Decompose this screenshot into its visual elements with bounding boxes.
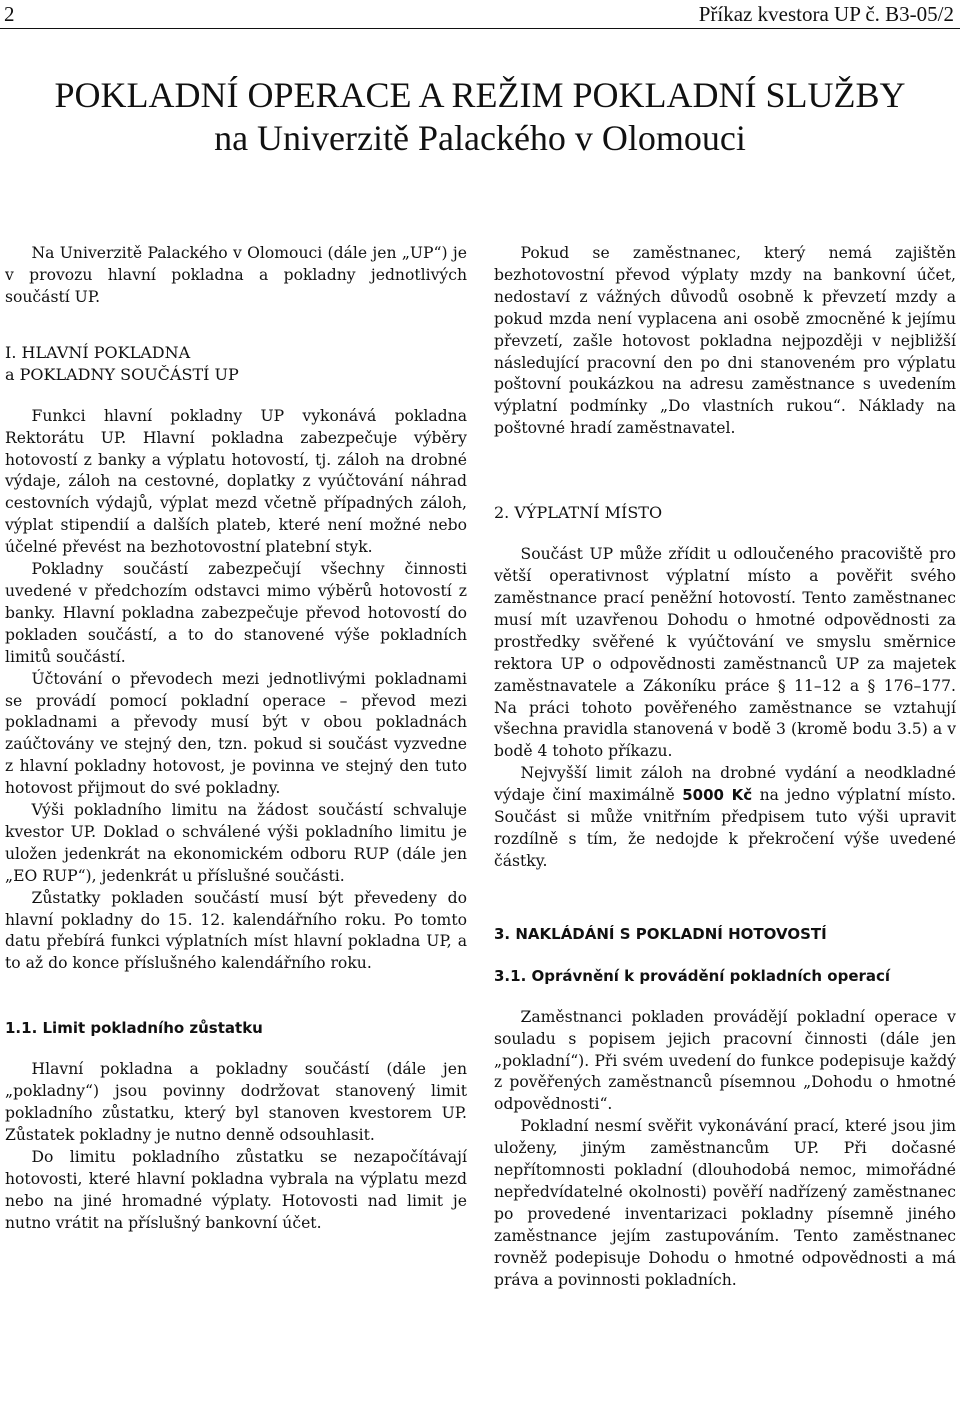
paragraph [494,763,956,873]
limit-amount: 5000 Kč [682,786,753,805]
running-header [4,2,954,26]
paragraph: Zaměstnanci pokladen provádějí pokladní operace v souladu s popisem jejich pracovní činnosti (dále jen „pokladní“). Při svém uvedení do funkce podepisuje každý z pověřených zaměstnanců písemnou „Dohodu o hmotné odpovědnosti“. [494,1007,956,1114]
paragraph: Účtování o převodech mezi jednotlivými pokladnami se provádí pomocí pokladní operace – převod mezi pokladnami a převody musí být v obou pokladnách zaúčtovány ve stejný den, tzn. pokud si součást vyzvedne z hlavní pokladny hotovost, je povinna ve stejný den tuto hotovost přijmout do své pokladny. [5,669,467,798]
intro-paragraph: Na Univerzitě Palackého v Olomouci (dále jen „UP“) je v provozu hlavní pokladna a pokladny jednotlivých součástí UP. [5,244,467,306]
paragraph: Funkci hlavní pokladny UP vykonává pokladna Rektorátu UP. Hlavní pokladna zabezpečuje výběry hotovostí z banky a výplatu hotovostí, tj. záloh na drobné výdaje, záloh na cestovné, doplatky z vyúčtování náhrad cestovních výdajů, výplat mezd včetně případných záloh, výplat stipendií a dalších plateb, které není možné nebo účelné převést na bezhotovostní platební styk. [5,406,467,557]
paragraph: Pokladny součástí zabezpečují všechny činnosti uvedené v předchozím odstavci mimo výběrů hotovostí z banky. Hlavní pokladna zabezpečuje převod hotovostí do pokladen součástí, a to do stanovené výše pokladních limitů součástí. [5,560,467,666]
paragraph: Výši pokladního limitu na žádost součástí schvaluje kvestor UP. Doklad o schválené výši pokladního limitu je uložen jedenkrát na ekonomickém odboru RUP (dále jen „EO RUP“), jedenkrát u příslušné součásti. [5,801,467,885]
section-3-heading: 3. NAKLÁDÁNÍ S POKLADNÍ HOTOVOSTÍ [494,924,827,943]
paragraph-text: na jedno výplatní místo. Součást si může vnitřním předpisem tuto výši upravit rozdílně s tím, že nedojde k překročení výše uvedené částky. [494,786,956,870]
section-1-heading-line2: a POKLADNY SOUČÁSTÍ UP [5,364,239,384]
paragraph: Hlavní pokladna a pokladny součástí (dále jen „pokladny“) jsou povinny dodržovat stanovený limit pokladního zůstatku, který byl stanoven kvestorem UP. Zůstatek pokladny je nutno denně odsouhlasit. [5,1060,467,1144]
left-column [5,243,467,1235]
section-2-heading: 2. VÝPLATNÍ MÍSTO [494,503,663,523]
paragraph: Součást UP může zřídit u odloučeného pracoviště pro větší operativnost výplatní místo a pověřit svého zaměstnance prací peněžní hotovostí. Tento zaměstnanec musí mít uzavřenou Dohodu o hmotné odpovědnosti za prostředky svěřené k vyúčtování ve smyslu směrnice rektora UP o odpovědnosti zaměstnanců UP za majetek zaměstnavatele a Zákoníku práce § 11–12 a § 176–177. Na práci tohoto pověřeného zaměstnance se vztahují všechna pravidla stanovená v bodě 3 (kromě bodu 3.5) a v bodě 4 tohoto příkazu. [494,545,956,761]
paragraph: Pokud se zaměstnanec, který nemá zajištěn bezhotovostní převod výplaty mzdy na bankovní účet, nedostaví z vážných důvodů osobně k převzetí mzdy a pokud mzda není vyplacena ani osobě zmocněné k jejímu převzetí, zašle hotovost pokladna nejpozději v nejbližší následující pracovní den po dni stanoveném pro výplatu poštovní poukázkou na adresu zaměstnance s uvedením výplatní podmínky „Do vlastních rukou“. Náklady na poštovné hradí zaměstnavatel. [494,244,956,438]
paragraph: Zůstatky pokladen součástí musí být převedeny do hlavní pokladny do 15. 12. kalendářního roku. Po tomto datu přebírá funkci výplatních míst hlavní pokladna UP, a to až do konce příslušného kalendářního roku. [5,888,467,973]
section-3-1-heading: 3.1. Oprávnění k provádění pokladních operací [494,966,891,985]
document-title-line2: na Univerzitě Palackého v Olomouci [214,118,746,158]
paragraph: Pokladní nesmí svěřit vykonávání prací, které jsou jim uloženy, jiným zaměstnancům UP. Při dočasné nepřítomnosti pokladní (dlouhodobá nemoc, mimořádné nepředvídatelné okolnosti) pověří nadřízený zaměstnanec po provedené inventarizaci pokladny písemně jiného zaměstnance jejím zastupováním. Tento zaměstnanec rovněž podepisuje Dohodu o hmotné odpovědnosti a má práva a povinnosti pokladních. [494,1117,956,1289]
section-1-heading-line1: I. HLAVNÍ POKLADNA [5,342,191,362]
paragraph-text: Nejvyšší limit záloh na drobné vydání a neodkladné výdaje činí maximálně [494,764,956,805]
header-rule [0,28,960,29]
document-title-line1: POKLADNÍ OPERACE A REŽIM POKLADNÍ SLUŽBY [54,75,906,115]
right-column [494,243,956,1292]
paragraph: Do limitu pokladního zůstatku se nezapočítávají hotovosti, které hlavní pokladna vybrala na výplatu mezd nebo na jiné hromadné výplaty. Hotovosti nad limit je nutno vrátit na příslušný bankovní účet. [5,1147,467,1232]
page-number: 2 [4,2,15,26]
running-title: Příkaz kvestora UP č. B3-05/2 [698,2,954,26]
section-1-1-heading: 1.1. Limit pokladního zůstatku [5,1019,263,1038]
